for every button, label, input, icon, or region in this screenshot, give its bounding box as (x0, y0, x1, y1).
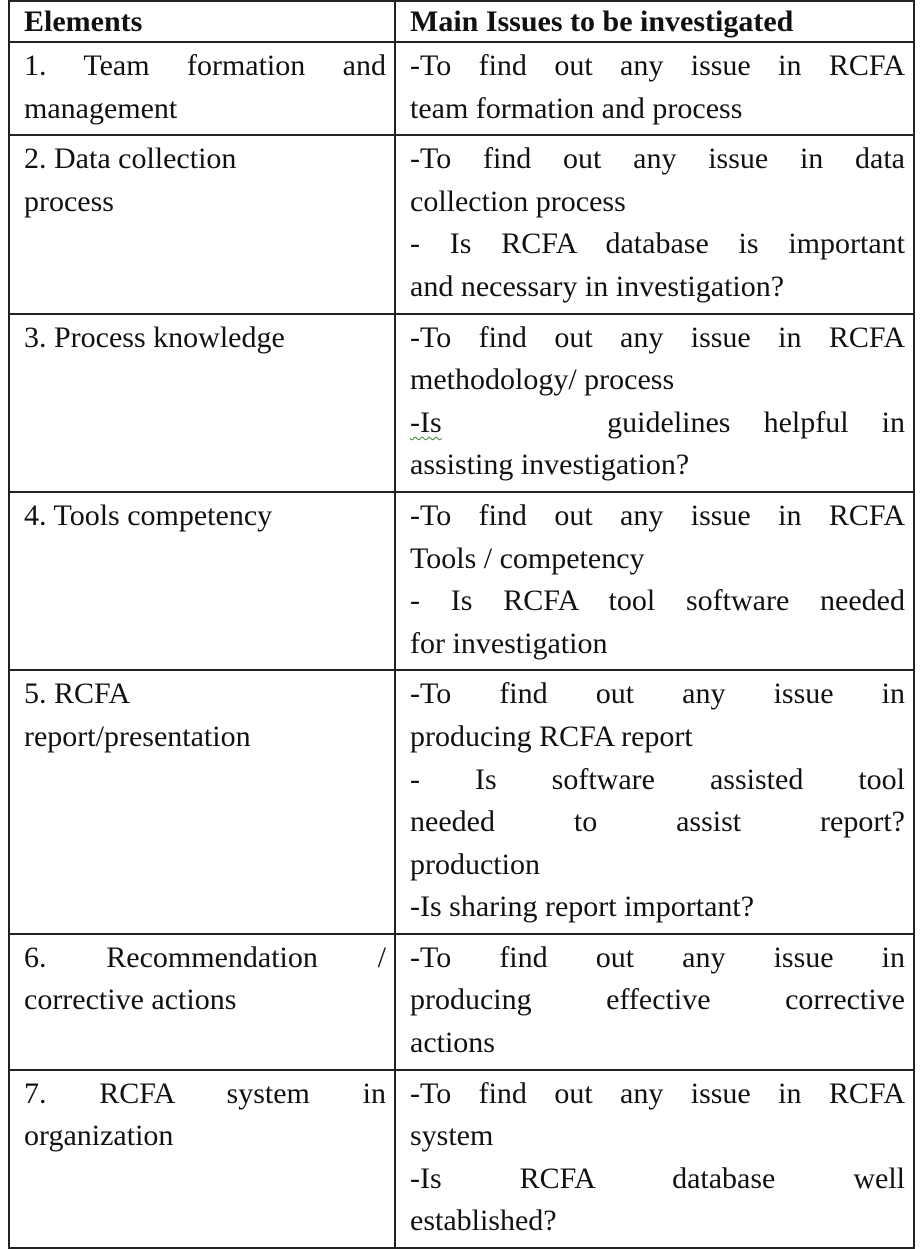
issue-line: - Is RCFA tool software needed (410, 584, 905, 618)
issue-cell (395, 492, 914, 670)
element-line: 2. Data collection (24, 142, 237, 176)
element-line: 5. RCFA (24, 677, 131, 711)
table-row (9, 42, 914, 135)
element-line: organization (24, 1119, 174, 1153)
header-main-issues: Main Issues to be investigated (395, 1, 914, 42)
issue-line: -Is sharing report important? (410, 890, 755, 924)
issue-line: for investigation (410, 626, 608, 660)
issue-line: methodology/ process (410, 363, 675, 397)
element-line: 4. Tools competency (24, 498, 273, 532)
issue-line: -To find out any issue in data (410, 142, 905, 176)
issue-line: and necessary in investigation? (410, 269, 785, 303)
element-cell (9, 1070, 395, 1248)
table-row (9, 135, 914, 313)
issue-line: production (410, 847, 540, 881)
table-body (9, 42, 914, 1248)
issue-line: system (410, 1119, 494, 1153)
table-header-row (9, 1, 914, 42)
issue-line: actions (410, 1026, 495, 1060)
issue-line: -To find out any issue in (410, 677, 905, 711)
issue-line: Tools / competency (410, 541, 645, 575)
header-elements: Elements (9, 1, 395, 42)
spellcheck-underlined-prefix: -Is (410, 405, 442, 439)
issue-line: producing effective corrective (410, 983, 905, 1017)
table-row (9, 492, 914, 670)
element-cell (9, 42, 395, 135)
element-cell (9, 670, 395, 934)
issue-line: -To find out any issue in RCFA (410, 1076, 905, 1110)
element-line: 6. Recommendation / (24, 940, 386, 974)
issue-line: -To find out any issue in RCFA (410, 320, 905, 354)
element-line: 7. RCFA system in (24, 1076, 386, 1110)
issue-cell (395, 934, 914, 1070)
issue-line: collection process (410, 184, 626, 218)
issue-line: -Is RCFA database well (410, 1161, 905, 1195)
table-row (9, 934, 914, 1070)
table-row (9, 1070, 914, 1248)
table-row (9, 314, 914, 492)
element-line: 3. Process knowledge (24, 320, 285, 354)
issue-line-rest: guidelines helpful in (607, 405, 905, 439)
issue-line: producing RCFA report (410, 719, 693, 753)
element-line: 1. Team formation and (24, 49, 386, 82)
issue-line: assisting investigation? (410, 448, 690, 482)
element-cell (9, 934, 395, 1070)
issue-line: -To find out any issue in RCFA (410, 498, 905, 532)
issues-table-container (8, 0, 913, 1249)
issue-line: -To find out any issue in RCFA (410, 49, 905, 82)
element-cell (9, 492, 395, 670)
issues-table (8, 0, 915, 1249)
element-line: management (24, 91, 178, 125)
issue-cell (395, 1070, 914, 1248)
element-line: process (24, 184, 114, 218)
issue-line: - Is RCFA database is important (410, 227, 905, 261)
issue-cell (395, 314, 914, 492)
issue-line-with-prefix (410, 402, 905, 445)
issue-cell (395, 135, 914, 313)
issue-line: - Is software assisted tool (410, 762, 905, 796)
issue-line: established? (410, 1204, 557, 1238)
element-line: corrective actions (24, 983, 237, 1017)
issue-line: team formation and process (410, 91, 743, 125)
element-cell (9, 314, 395, 492)
element-cell (9, 135, 395, 313)
issue-cell (395, 670, 914, 934)
element-line: report/presentation (24, 719, 251, 753)
table-row (9, 670, 914, 934)
issue-line: needed to assist report? (410, 805, 905, 839)
issue-line: -To find out any issue in (410, 940, 905, 974)
issue-cell (395, 42, 914, 135)
